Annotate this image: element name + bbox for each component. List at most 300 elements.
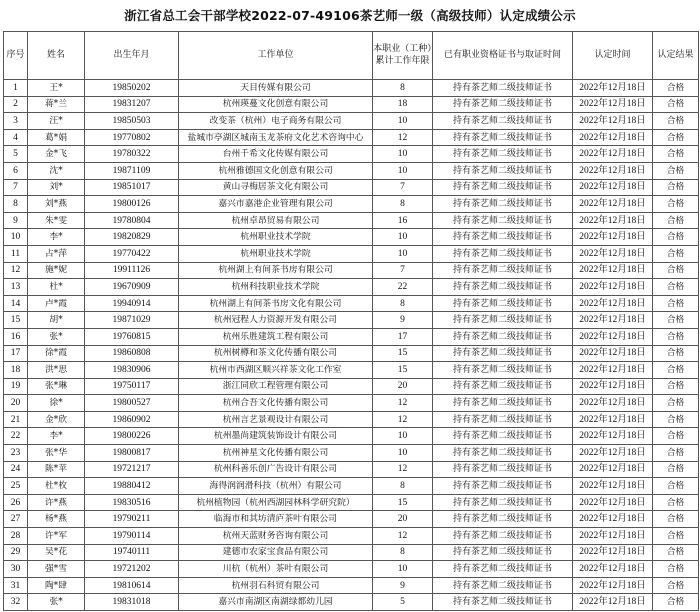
cell-index: 25	[4, 478, 28, 495]
cell-date: 2022年12月18日	[573, 113, 653, 130]
table-row	[4, 262, 699, 279]
cell-birth: 19830516	[85, 494, 179, 511]
cell-index: 26	[4, 494, 28, 511]
table-row	[4, 295, 699, 312]
cell-employer: 杭州职业技术学院	[179, 229, 373, 246]
cell-index: 8	[4, 196, 28, 213]
cell-result: 合格	[653, 80, 699, 97]
cell-date: 2022年12月18日	[573, 528, 653, 545]
cell-date: 2022年12月18日	[573, 511, 653, 528]
table-row	[4, 494, 699, 511]
cell-result: 合格	[653, 129, 699, 146]
cell-years: 10	[373, 162, 433, 179]
header-employer: 工作单位	[179, 32, 373, 80]
cell-certificate: 持有茶艺师二级技师证书	[433, 113, 573, 130]
table-row	[4, 395, 699, 412]
cell-certificate: 持有茶艺师二级技师证书	[433, 245, 573, 262]
cell-index: 32	[4, 594, 28, 611]
cell-birth: 19800126	[85, 196, 179, 213]
cell-years: 20	[373, 378, 433, 395]
header-index: 序号	[4, 32, 28, 80]
cell-certificate: 持有茶艺师二级技师证书	[433, 528, 573, 545]
cell-employer: 嘉兴市嘉港企业管理有限公司	[179, 196, 373, 213]
cell-years: 18	[373, 96, 433, 113]
cell-name: 洪*思	[28, 362, 85, 379]
cell-result: 合格	[653, 312, 699, 329]
cell-certificate: 持有茶艺师二级技师证书	[433, 362, 573, 379]
cell-employer: 黄山寻梅居茶文化有限公司	[179, 179, 373, 196]
cell-date: 2022年12月18日	[573, 378, 653, 395]
cell-certificate: 持有茶艺师二级技师证书	[433, 129, 573, 146]
cell-index: 10	[4, 229, 28, 246]
cell-years: 22	[373, 279, 433, 296]
cell-certificate: 持有茶艺师二级技师证书	[433, 577, 573, 594]
cell-result: 合格	[653, 245, 699, 262]
cell-name: 占*萍	[28, 245, 85, 262]
cell-date: 2022年12月18日	[573, 478, 653, 495]
cell-name: 卢*霞	[28, 295, 85, 312]
cell-birth: 19800527	[85, 395, 179, 412]
cell-date: 2022年12月18日	[573, 80, 653, 97]
cell-certificate: 持有茶艺师二级技师证书	[433, 179, 573, 196]
cell-birth: 19850202	[85, 80, 179, 97]
cell-index: 13	[4, 279, 28, 296]
cell-employer: 台州千希文化传媒有限公司	[179, 146, 373, 163]
cell-index: 5	[4, 146, 28, 163]
cell-index: 29	[4, 544, 28, 561]
cell-name: 张*	[28, 328, 85, 345]
table-row	[4, 229, 699, 246]
cell-result: 合格	[653, 528, 699, 545]
cell-years: 12	[373, 129, 433, 146]
cell-result: 合格	[653, 395, 699, 412]
cell-name: 汪*	[28, 113, 85, 130]
cell-result: 合格	[653, 96, 699, 113]
cell-name: 杨*燕	[28, 511, 85, 528]
cell-employer: 杭州天蓝财务咨询有限公司	[179, 528, 373, 545]
cell-index: 28	[4, 528, 28, 545]
table-row	[4, 577, 699, 594]
cell-certificate: 持有茶艺师二级技师证书	[433, 279, 573, 296]
cell-years: 12	[373, 528, 433, 545]
cell-index: 18	[4, 362, 28, 379]
cell-years: 10	[373, 445, 433, 462]
cell-date: 2022年12月18日	[573, 295, 653, 312]
cell-years: 8	[373, 80, 433, 97]
table-row	[4, 511, 699, 528]
cell-result: 合格	[653, 494, 699, 511]
table-row	[4, 179, 699, 196]
cell-employer: 杭州瑛蔓文化创意有限公司	[179, 96, 373, 113]
cell-birth: 19770422	[85, 245, 179, 262]
cell-result: 合格	[653, 511, 699, 528]
cell-name: 朱*雯	[28, 212, 85, 229]
cell-name: 张*	[28, 594, 85, 611]
cell-index: 1	[4, 80, 28, 97]
cell-certificate: 持有茶艺师二级技师证书	[433, 80, 573, 97]
cell-index: 16	[4, 328, 28, 345]
cell-name: 李*	[28, 428, 85, 445]
cell-years: 9	[373, 577, 433, 594]
table-row	[4, 478, 699, 495]
table-row	[4, 461, 699, 478]
cell-certificate: 持有茶艺师二级技师证书	[433, 229, 573, 246]
cell-birth: 19790211	[85, 511, 179, 528]
cell-date: 2022年12月18日	[573, 345, 653, 362]
cell-name: 李*	[28, 229, 85, 246]
cell-name: 金*欣	[28, 411, 85, 428]
table-row	[4, 212, 699, 229]
cell-date: 2022年12月18日	[573, 561, 653, 578]
table-row	[4, 528, 699, 545]
cell-date: 2022年12月18日	[573, 494, 653, 511]
cell-result: 合格	[653, 577, 699, 594]
cell-date: 2022年12月18日	[573, 577, 653, 594]
cell-employer: 杭州科善乐创广告设计有限公司	[179, 461, 373, 478]
cell-result: 合格	[653, 378, 699, 395]
cell-certificate: 持有茶艺师二级技师证书	[433, 146, 573, 163]
cell-years: 15	[373, 362, 433, 379]
table-row	[4, 162, 699, 179]
cell-index: 24	[4, 461, 28, 478]
cell-certificate: 持有茶艺师二级技师证书	[433, 328, 573, 345]
cell-name: 张*琳	[28, 378, 85, 395]
cell-years: 10	[373, 428, 433, 445]
cell-years: 8	[373, 544, 433, 561]
cell-name: 沈*	[28, 162, 85, 179]
cell-result: 合格	[653, 179, 699, 196]
cell-date: 2022年12月18日	[573, 229, 653, 246]
cell-index: 21	[4, 411, 28, 428]
cell-index: 4	[4, 129, 28, 146]
cell-birth: 19721217	[85, 461, 179, 478]
cell-index: 11	[4, 245, 28, 262]
cell-birth: 19911126	[85, 262, 179, 279]
cell-result: 合格	[653, 146, 699, 163]
cell-certificate: 持有茶艺师二级技师证书	[433, 561, 573, 578]
cell-years: 7	[373, 262, 433, 279]
cell-date: 2022年12月18日	[573, 196, 653, 213]
cell-result: 合格	[653, 196, 699, 213]
cell-employer: 杭州湖上有间茶书房有限公司	[179, 262, 373, 279]
cell-result: 合格	[653, 478, 699, 495]
cell-name: 蒋*兰	[28, 96, 85, 113]
cell-years: 15	[373, 494, 433, 511]
cell-name: 许*燕	[28, 494, 85, 511]
table-header-row	[4, 32, 699, 80]
cell-employer: 杭州科技职业技术学院	[179, 279, 373, 296]
cell-date: 2022年12月18日	[573, 328, 653, 345]
cell-years: 8	[373, 295, 433, 312]
cell-employer: 杭州冠程人力资源开发有限公司	[179, 312, 373, 329]
cell-birth: 19790114	[85, 528, 179, 545]
cell-index: 19	[4, 378, 28, 395]
cell-employer: 杭州雅德国文化创意有限公司	[179, 162, 373, 179]
cell-name: 徐*	[28, 395, 85, 412]
cell-date: 2022年12月18日	[573, 594, 653, 611]
table-row	[4, 80, 699, 97]
cell-result: 合格	[653, 295, 699, 312]
table-row	[4, 129, 699, 146]
cell-birth: 19860808	[85, 345, 179, 362]
cell-date: 2022年12月18日	[573, 279, 653, 296]
cell-index: 3	[4, 113, 28, 130]
cell-employer: 浙江同欣工程管理有限公司	[179, 378, 373, 395]
table-row	[4, 146, 699, 163]
cell-date: 2022年12月18日	[573, 461, 653, 478]
cell-certificate: 持有茶艺师二级技师证书	[433, 494, 573, 511]
table-row	[4, 561, 699, 578]
cell-birth: 19750117	[85, 378, 179, 395]
cell-years: 20	[373, 511, 433, 528]
cell-index: 7	[4, 179, 28, 196]
table-row	[4, 96, 699, 113]
cell-birth: 19860902	[85, 411, 179, 428]
cell-employer: 杭州卓昂贸易有限公司	[179, 212, 373, 229]
cell-name: 杜*	[28, 279, 85, 296]
cell-years: 8	[373, 478, 433, 495]
cell-result: 合格	[653, 162, 699, 179]
cell-name: 施*妮	[28, 262, 85, 279]
header-years: 本职业（工种）累计工作年限	[373, 32, 433, 80]
cell-certificate: 持有茶艺师二级技师证书	[433, 594, 573, 611]
cell-employer: 杭州树樽和茶文化传播有限公司	[179, 345, 373, 362]
table-row	[4, 196, 699, 213]
cell-name: 杜*枚	[28, 478, 85, 495]
table-row	[4, 113, 699, 130]
cell-birth: 19871109	[85, 162, 179, 179]
cell-index: 15	[4, 312, 28, 329]
cell-employer: 川杭（杭州）茶叶有限公司	[179, 561, 373, 578]
table-row	[4, 594, 699, 611]
cell-birth: 19940914	[85, 295, 179, 312]
cell-birth: 19851017	[85, 179, 179, 196]
cell-years: 7	[373, 179, 433, 196]
cell-date: 2022年12月18日	[573, 544, 653, 561]
cell-employer: 杭州羽石科贸有限公司	[179, 577, 373, 594]
cell-result: 合格	[653, 279, 699, 296]
cell-index: 14	[4, 295, 28, 312]
cell-name: 刘*燕	[28, 196, 85, 213]
cell-birth: 19831018	[85, 594, 179, 611]
cell-birth: 19780804	[85, 212, 179, 229]
cell-name: 强*雪	[28, 561, 85, 578]
header-result: 认定结果	[653, 32, 699, 80]
cell-result: 合格	[653, 212, 699, 229]
cell-certificate: 持有茶艺师二级技师证书	[433, 96, 573, 113]
cell-result: 合格	[653, 544, 699, 561]
cell-certificate: 持有茶艺师二级技师证书	[433, 395, 573, 412]
cell-birth: 19800817	[85, 445, 179, 462]
cell-result: 合格	[653, 262, 699, 279]
table-row	[4, 362, 699, 379]
cell-index: 20	[4, 395, 28, 412]
cell-index: 22	[4, 428, 28, 445]
cell-employer: 杭州言艺景观设计有限公司	[179, 411, 373, 428]
table-row	[4, 544, 699, 561]
table-row	[4, 428, 699, 445]
cell-years: 16	[373, 212, 433, 229]
cell-employer: 杭州植物园（杭州西湖园林科学研究院）	[179, 494, 373, 511]
cell-date: 2022年12月18日	[573, 146, 653, 163]
cell-employer: 改变茶（杭州）电子商务有限公司	[179, 113, 373, 130]
cell-years: 9	[373, 312, 433, 329]
cell-result: 合格	[653, 428, 699, 445]
cell-certificate: 持有茶艺师二级技师证书	[433, 162, 573, 179]
cell-result: 合格	[653, 594, 699, 611]
cell-employer: 杭州乐胜建筑工程有限公司	[179, 328, 373, 345]
cell-name: 许*军	[28, 528, 85, 545]
results-table	[3, 31, 699, 611]
cell-birth: 19670909	[85, 279, 179, 296]
table-body	[4, 80, 699, 611]
cell-employer: 杭州职业技术学院	[179, 245, 373, 262]
cell-birth: 19721202	[85, 561, 179, 578]
cell-date: 2022年12月18日	[573, 245, 653, 262]
cell-birth: 19871029	[85, 312, 179, 329]
cell-employer: 海得润润滑科技（杭州）有限公司	[179, 478, 373, 495]
cell-certificate: 持有茶艺师二级技师证书	[433, 378, 573, 395]
table-row	[4, 328, 699, 345]
cell-employer: 天目传媒有限公司	[179, 80, 373, 97]
cell-result: 合格	[653, 328, 699, 345]
cell-birth: 19850503	[85, 113, 179, 130]
cell-certificate: 持有茶艺师二级技师证书	[433, 262, 573, 279]
table-row	[4, 245, 699, 262]
cell-certificate: 持有茶艺师二级技师证书	[433, 478, 573, 495]
cell-result: 合格	[653, 411, 699, 428]
cell-certificate: 持有茶艺师二级技师证书	[433, 196, 573, 213]
cell-certificate: 持有茶艺师二级技师证书	[433, 345, 573, 362]
cell-date: 2022年12月18日	[573, 129, 653, 146]
cell-birth: 19760815	[85, 328, 179, 345]
cell-years: 8	[373, 196, 433, 213]
cell-index: 2	[4, 96, 28, 113]
table-row	[4, 345, 699, 362]
cell-employer: 杭州墨尚建筑装饰设计有限公司	[179, 428, 373, 445]
cell-index: 23	[4, 445, 28, 462]
cell-date: 2022年12月18日	[573, 411, 653, 428]
cell-employer: 杭州合吾文化传播有限公司	[179, 395, 373, 412]
cell-date: 2022年12月18日	[573, 262, 653, 279]
cell-certificate: 持有茶艺师二级技师证书	[433, 295, 573, 312]
cell-years: 12	[373, 461, 433, 478]
cell-date: 2022年12月18日	[573, 212, 653, 229]
cell-certificate: 持有茶艺师二级技师证书	[433, 428, 573, 445]
cell-index: 31	[4, 577, 28, 594]
cell-birth: 19830906	[85, 362, 179, 379]
page-title: 浙江省总工会干部学校2022-07-49106茶艺师一级（高级技师）认定成绩公示	[124, 8, 576, 23]
cell-result: 合格	[653, 445, 699, 462]
cell-years: 5	[373, 594, 433, 611]
cell-years: 10	[373, 561, 433, 578]
cell-name: 吴*花	[28, 544, 85, 561]
cell-birth: 19810614	[85, 577, 179, 594]
cell-result: 合格	[653, 113, 699, 130]
cell-employer: 嘉兴市南湖区南湖绿都幼儿园	[179, 594, 373, 611]
cell-name: 徐*霞	[28, 345, 85, 362]
cell-years: 10	[373, 113, 433, 130]
cell-birth: 19820829	[85, 229, 179, 246]
cell-date: 2022年12月18日	[573, 395, 653, 412]
table-row	[4, 378, 699, 395]
cell-years: 12	[373, 395, 433, 412]
cell-years: 10	[373, 146, 433, 163]
table-row	[4, 279, 699, 296]
cell-name: 金*飞	[28, 146, 85, 163]
cell-index: 12	[4, 262, 28, 279]
header-date: 认定时间	[573, 32, 653, 80]
header-name: 姓名	[28, 32, 85, 80]
cell-date: 2022年12月18日	[573, 312, 653, 329]
cell-employer: 杭州神星文化传播有限公司	[179, 445, 373, 462]
cell-employer: 临海市和其坊清庐茶叶有限公司	[179, 511, 373, 528]
table-row	[4, 445, 699, 462]
cell-years: 17	[373, 328, 433, 345]
cell-certificate: 持有茶艺师二级技师证书	[433, 411, 573, 428]
cell-name: 陈*苹	[28, 461, 85, 478]
cell-birth: 19831207	[85, 96, 179, 113]
cell-index: 9	[4, 212, 28, 229]
cell-result: 合格	[653, 561, 699, 578]
cell-birth: 19800226	[85, 428, 179, 445]
cell-certificate: 持有茶艺师二级技师证书	[433, 544, 573, 561]
header-certificate: 已有职业资格证书与取证时间	[433, 32, 573, 80]
cell-certificate: 持有茶艺师二级技师证书	[433, 511, 573, 528]
cell-name: 刘*	[28, 179, 85, 196]
cell-certificate: 持有茶艺师二级技师证书	[433, 312, 573, 329]
cell-name: 陶*肆	[28, 577, 85, 594]
cell-employer: 杭州湖上有间茶书房文化有限公司	[179, 295, 373, 312]
cell-result: 合格	[653, 229, 699, 246]
cell-birth: 19770802	[85, 129, 179, 146]
cell-years: 10	[373, 229, 433, 246]
cell-date: 2022年12月18日	[573, 362, 653, 379]
cell-result: 合格	[653, 461, 699, 478]
cell-index: 17	[4, 345, 28, 362]
cell-name: 胡*	[28, 312, 85, 329]
cell-birth: 19880412	[85, 478, 179, 495]
cell-date: 2022年12月18日	[573, 162, 653, 179]
cell-index: 30	[4, 561, 28, 578]
cell-name: 张*华	[28, 445, 85, 462]
cell-date: 2022年12月18日	[573, 179, 653, 196]
cell-date: 2022年12月18日	[573, 445, 653, 462]
cell-birth: 19740111	[85, 544, 179, 561]
cell-result: 合格	[653, 345, 699, 362]
cell-employer: 杭州市西湖区顺兴祥茶文化工作室	[179, 362, 373, 379]
cell-date: 2022年12月18日	[573, 428, 653, 445]
cell-employer: 建德市农家宝食品有限公司	[179, 544, 373, 561]
table-row	[4, 411, 699, 428]
cell-years: 15	[373, 345, 433, 362]
cell-index: 27	[4, 511, 28, 528]
cell-name: 王*	[28, 80, 85, 97]
cell-certificate: 持有茶艺师二级技师证书	[433, 445, 573, 462]
cell-index: 6	[4, 162, 28, 179]
cell-name: 葛*娟	[28, 129, 85, 146]
table-row	[4, 312, 699, 329]
header-birth: 出生年月	[85, 32, 179, 80]
cell-certificate: 持有茶艺师二级技师证书	[433, 461, 573, 478]
cell-birth: 19780322	[85, 146, 179, 163]
cell-date: 2022年12月18日	[573, 96, 653, 113]
cell-certificate: 持有茶艺师二级技师证书	[433, 212, 573, 229]
cell-result: 合格	[653, 362, 699, 379]
cell-employer: 盐城市亭湖区城南玉龙茶府文化艺术咨询中心	[179, 129, 373, 146]
cell-years: 10	[373, 245, 433, 262]
cell-years: 12	[373, 411, 433, 428]
